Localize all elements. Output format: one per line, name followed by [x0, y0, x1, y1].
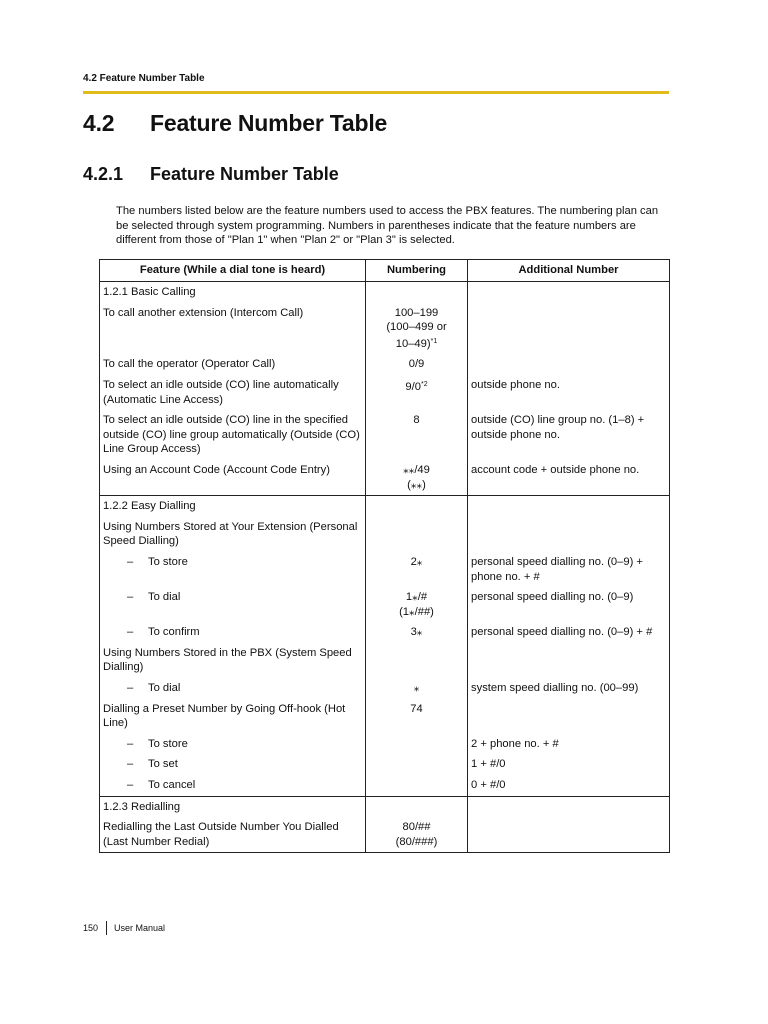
numbering-cell — [366, 643, 468, 678]
feature-cell — [100, 817, 366, 853]
additional-number-cell: system speed dialling no. (00–99) — [468, 678, 670, 699]
subsection-title: Feature Number Table — [150, 164, 339, 184]
feature-text: To confirm — [148, 626, 200, 639]
list-dash: – — [127, 626, 134, 639]
feature-cell — [100, 354, 366, 375]
numbering-text: 9/0 — [405, 380, 421, 393]
feature-cell — [100, 282, 366, 303]
additional-number-cell: 1 + #/0 — [468, 754, 670, 775]
table-row — [100, 643, 670, 678]
feature-text: To store — [148, 737, 188, 750]
additional-number-cell — [468, 496, 670, 517]
table-row — [100, 375, 670, 410]
feature-text: To store — [148, 555, 188, 568]
table-row — [100, 817, 670, 853]
feature-text: To call another extension (Intercom Call) — [103, 306, 304, 319]
numbering-text: 8 — [413, 414, 420, 427]
subsection-heading — [83, 164, 339, 185]
page-footer — [83, 921, 165, 935]
footnote-marker: *2 — [420, 380, 428, 388]
table-header-row — [100, 260, 670, 282]
feature-text: To dial — [148, 591, 181, 604]
additional-number-cell: personal speed dialling no. (0–9) + phone no. + # — [468, 552, 670, 587]
additional-number-cell: 0 + #/0 — [468, 775, 670, 796]
section-heading — [83, 110, 387, 137]
numbering-cell — [366, 622, 468, 643]
additional-number-cell: account code + outside phone no. — [468, 460, 670, 496]
table-row — [100, 552, 670, 587]
numbering-cell — [366, 678, 468, 699]
section-number: 4.2 — [83, 110, 115, 136]
subsection-number: 4.2.1 — [83, 164, 124, 184]
feature-cell — [100, 643, 366, 678]
feature-cell — [100, 410, 366, 460]
feature-cell — [100, 303, 366, 355]
numbering-cell — [366, 734, 468, 755]
additional-number-cell: 2 + phone no. + # — [468, 734, 670, 755]
numbering-cell — [366, 496, 468, 517]
feature-cell — [100, 622, 366, 643]
additional-number-cell: personal speed dialling no. (0–9) + # — [468, 622, 670, 643]
numbering-text: 80/## (80/###) — [395, 821, 438, 848]
column-header-additional: Additional Number — [468, 260, 670, 282]
numbering-cell — [366, 303, 468, 355]
list-dash: – — [127, 591, 134, 604]
feature-cell — [100, 375, 366, 410]
column-header-numbering: Numbering — [366, 260, 468, 282]
feature-cell — [100, 775, 366, 796]
feature-text: Redialling the Last Outside Number You Dialled (Last Number Redial) — [103, 821, 339, 848]
footer-divider — [106, 921, 107, 935]
list-dash: – — [127, 779, 134, 792]
numbering-cell — [366, 754, 468, 775]
feature-cell — [100, 699, 366, 734]
header-rule — [83, 91, 669, 94]
feature-text: Dialling a Preset Number by Going Off-hook (Hot Line) — [103, 702, 346, 730]
numbering-cell — [366, 699, 468, 734]
numbering-text: 1⁎/# (1⁎/##) — [399, 591, 434, 618]
additional-number-cell — [468, 699, 670, 734]
numbering-cell — [366, 282, 468, 303]
additional-number-cell — [468, 517, 670, 552]
feature-text: To dial — [148, 682, 181, 695]
feature-text: Using Numbers Stored at Your Extension (Personal Speed Dialling) — [103, 520, 358, 548]
numbering-cell — [366, 517, 468, 552]
feature-text: 1.2.2 Easy Dialling — [103, 500, 196, 513]
table-row — [100, 496, 670, 517]
numbering-text: 3⁎ — [410, 626, 423, 639]
feature-text: 1.2.3 Redialling — [103, 800, 181, 813]
feature-text: To set — [148, 758, 178, 771]
table-row — [100, 517, 670, 552]
table-row — [100, 699, 670, 734]
additional-number-cell — [468, 817, 670, 853]
table-row — [100, 622, 670, 643]
table-row — [100, 587, 670, 622]
section-title: Feature Number Table — [150, 110, 388, 136]
numbering-text: ⁎ — [413, 682, 420, 695]
feature-cell — [100, 587, 366, 622]
additional-number-cell — [468, 643, 670, 678]
numbering-cell — [366, 460, 468, 496]
numbering-text: 2⁎ — [410, 555, 423, 568]
feature-text: To cancel — [148, 779, 196, 792]
feature-text: Using an Account Code (Account Code Entry) — [103, 463, 330, 476]
feature-number-table — [99, 259, 670, 853]
feature-text: To call the operator (Operator Call) — [103, 358, 276, 371]
list-dash: – — [127, 555, 134, 568]
table-row — [100, 282, 670, 303]
table-row — [100, 303, 670, 355]
feature-text: Using Numbers Stored in the PBX (System Speed Dialling) — [103, 646, 352, 674]
feature-cell — [100, 517, 366, 552]
numbering-text: 0/9 — [408, 358, 425, 371]
numbering-text: 100–199 (100–499 or 10–49) — [386, 306, 447, 350]
numbering-cell — [366, 817, 468, 853]
feature-cell — [100, 460, 366, 496]
feature-text: To select an idle outside (CO) line in the specified outside (CO) line group automatically (Outside (CO) Line Group Access) — [103, 414, 360, 456]
feature-cell — [100, 552, 366, 587]
table-row — [100, 410, 670, 460]
numbering-cell — [366, 375, 468, 410]
table-row — [100, 678, 670, 699]
additional-number-cell — [468, 303, 670, 355]
table-row — [100, 796, 670, 817]
list-dash: – — [127, 758, 134, 771]
table-row — [100, 354, 670, 375]
additional-number-cell — [468, 282, 670, 303]
numbering-cell — [366, 552, 468, 587]
numbering-text: ⁎⁎/49 (⁎⁎) — [403, 463, 430, 491]
feature-cell — [100, 678, 366, 699]
table-row — [100, 775, 670, 796]
additional-number-cell: outside phone no. — [468, 375, 670, 410]
list-dash: – — [127, 682, 134, 695]
page-number: 150 — [83, 923, 99, 933]
feature-cell — [100, 734, 366, 755]
table-row — [100, 460, 670, 496]
table-row — [100, 734, 670, 755]
numbering-text: 74 — [410, 702, 423, 715]
intro-paragraph: The numbers listed below are the feature numbers used to access the PBX features. The numbering plan can be selected through system programming. Numbers in parentheses indicate that the feature numbers are different from those of "Plan 1" when "Plan 2" or "Plan 3" is selected. — [116, 205, 659, 247]
footnote-marker: *1 — [430, 337, 438, 345]
document-name: User Manual — [114, 923, 166, 933]
feature-text: To select an idle outside (CO) line automatically (Automatic Line Access) — [103, 378, 339, 406]
numbering-cell — [366, 354, 468, 375]
additional-number-cell: personal speed dialling no. (0–9) — [468, 587, 670, 622]
additional-number-cell: outside (CO) line group no. (1–8) + outside phone no. — [468, 410, 670, 460]
feature-cell — [100, 496, 366, 517]
numbering-cell — [366, 587, 468, 622]
additional-number-cell — [468, 354, 670, 375]
additional-number-cell — [468, 796, 670, 817]
feature-cell — [100, 754, 366, 775]
list-dash: – — [127, 737, 134, 750]
running-header: 4.2 Feature Number Table — [83, 73, 205, 84]
numbering-cell — [366, 775, 468, 796]
feature-text: 1.2.1 Basic Calling — [103, 286, 196, 298]
table-row — [100, 754, 670, 775]
numbering-cell — [366, 796, 468, 817]
numbering-cell — [366, 410, 468, 460]
feature-cell — [100, 796, 366, 817]
column-header-feature: Feature (While a dial tone is heard) — [100, 260, 366, 282]
